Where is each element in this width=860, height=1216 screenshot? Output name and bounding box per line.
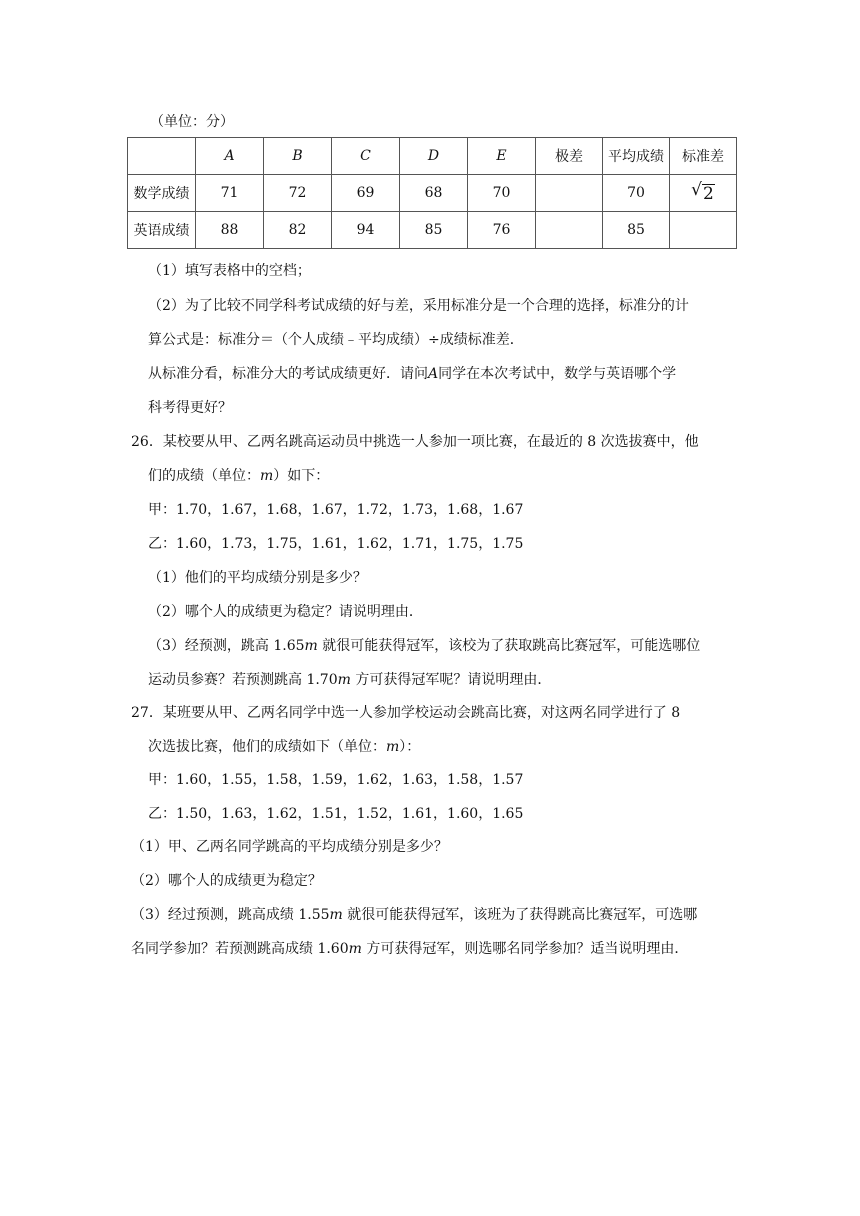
q27-sub3-line1 (131, 906, 697, 924)
header-cell: 平均成绩 (603, 138, 670, 175)
text-span: 就很可能获得冠军，该校为了获取跳高比赛冠军，可能选哪位 (317, 638, 701, 654)
row-label: 数学成绩 (128, 175, 196, 212)
variable: m (260, 468, 274, 484)
q26-stem-line2 (148, 467, 329, 485)
table-cell (670, 175, 737, 212)
q26-sub3-line2 (148, 671, 551, 689)
text-span: （3）经预测，跳高 1.65 (148, 638, 305, 654)
text-span: ）如下： (273, 468, 330, 484)
q26-stem-line1: 26．某校要从甲、乙两名跳高运动员中挑选一人参加一项比赛，在最近的 8 次选拔赛中，他 (131, 434, 699, 450)
text-span: 同学在本次考试中，数学与英语哪个学 (438, 366, 677, 382)
text-span: 们的成绩（单位： (148, 468, 260, 484)
header-cell (128, 138, 196, 175)
row-label: 英语成绩 (128, 212, 196, 249)
sqrt-expression (691, 182, 715, 204)
table-cell: 71 (196, 175, 264, 212)
table-cell: 85 (603, 212, 670, 249)
q26-sub1: （1）他们的平均成绩分别是多少？ (148, 570, 367, 586)
text-span: 次选拔比赛，他们的成绩如下（单位： (148, 739, 386, 755)
q26-yi-scores: 乙：1.60，1.73，1.75，1.61，1.62，1.71，1.75，1.75 (148, 536, 524, 552)
q26-sub2: （2）哪个人的成绩更为稳定？请说明理由． (148, 604, 423, 620)
text-span: 就很可能获得冠军，该班为了获得跳高比赛冠军，可选哪 (342, 907, 698, 923)
q25-part2-line2: 算公式是：标准分＝（个人成绩﹣平均成绩）÷成绩标准差． (148, 332, 524, 348)
variable: A (428, 366, 439, 382)
header-cell: E (468, 138, 536, 175)
q27-sub3-line2 (131, 940, 688, 958)
header-cell: D (400, 138, 468, 175)
table-header-row (128, 138, 737, 175)
table-cell: 76 (468, 212, 536, 249)
table-row (128, 175, 737, 212)
text-span: 从标准分看，标准分大的考试成绩更好．请问 (148, 366, 428, 382)
table-cell: 94 (332, 212, 400, 249)
header-cell: 标准差 (670, 138, 737, 175)
table-cell: 70 (468, 175, 536, 212)
text-span: ）： (399, 739, 421, 755)
text-span: 方可获得冠军呢？请说明理由． (350, 672, 552, 688)
q27-sub2: （2）哪个人的成绩更为稳定？ (131, 873, 322, 889)
q26-sub3-line1 (148, 637, 700, 655)
table-cell: 72 (264, 175, 332, 212)
table-row (128, 212, 737, 249)
q27-stem-line1: 27．某班要从甲、乙两名同学中选一人参加学校运动会跳高比赛，对这两名同学进行了 8 (131, 705, 681, 721)
unit-note: （单位：分） (150, 114, 234, 130)
table-cell (670, 212, 737, 249)
q25-part2-line3 (148, 365, 676, 383)
table-cell: 68 (400, 175, 468, 212)
scores-table (127, 137, 737, 249)
table-cell: 70 (603, 175, 670, 212)
table-cell: 82 (264, 212, 332, 249)
table-cell: 88 (196, 212, 264, 249)
q25-part2-line4: 科考得更好？ (148, 400, 232, 416)
table-cell (536, 212, 603, 249)
variable: m (337, 672, 351, 688)
q26-jia-scores: 甲：1.70，1.67，1.68，1.67，1.72，1.73，1.68，1.67 (148, 502, 524, 518)
q27-stem-line2 (148, 738, 420, 756)
q27-yi-scores: 乙：1.50，1.63，1.62，1.51，1.52，1.61，1.60，1.65 (148, 806, 524, 822)
text-span: 名同学参加？若预测跳高成绩 1.60 (131, 941, 349, 957)
header-cell: C (332, 138, 400, 175)
variable: m (386, 739, 400, 755)
variable: m (329, 907, 343, 923)
text-span: 方可获得冠军，则选哪名同学参加？适当说明理由． (361, 941, 689, 957)
table-cell: 69 (332, 175, 400, 212)
q25-part1: （1）填写表格中的空档； (148, 263, 311, 279)
q27-sub1: （1）甲、乙两名同学跳高的平均成绩分别是多少？ (131, 839, 448, 855)
q27-jia-scores: 甲：1.60，1.55，1.58，1.59，1.62，1.63，1.58，1.57 (148, 772, 524, 788)
text-span: （3）经过预测，跳高成绩 1.55 (131, 907, 330, 923)
variable: m (304, 638, 318, 654)
header-cell: 极差 (536, 138, 603, 175)
table-cell: 85 (400, 212, 468, 249)
text-span: 运动员参赛？若预测跳高 1.70 (148, 672, 338, 688)
variable: m (348, 941, 362, 957)
table-cell (536, 175, 603, 212)
q25-part2-line1: （2）为了比较不同学科考试成绩的好与差，采用标准分是一个合理的选择，标准分的计 (148, 298, 689, 314)
radical-sign-icon: √ (691, 180, 702, 201)
header-cell: B (264, 138, 332, 175)
radicand: 2 (703, 184, 714, 205)
header-cell: A (196, 138, 264, 175)
